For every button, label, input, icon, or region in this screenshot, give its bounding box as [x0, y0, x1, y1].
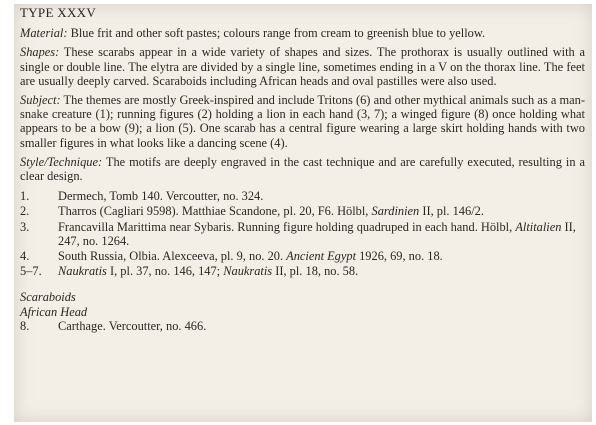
catalogue-entry: [20, 204, 585, 218]
style-technique-text: The motifs are deeply engraved in the cast technique and are carefully executed, resulting in a clear design.: [20, 154, 585, 184]
african-head-subheading: African Head: [20, 304, 88, 319]
catalogue-entry: [20, 264, 585, 278]
subject-text: The themes are mostly Greek-inspired and include Tritons (6) and other mythical animals such as a man-snake creature (1); running figures (2) holding a lion in each hand (3, 7); a winged figure (8) once holding what appears to be a bow (9); a lion (5). One scarab has a central figure wearing a large skirt holding hands with two smaller figures in what looks like a dancing scene (4).: [20, 93, 585, 150]
entry-number: 2.: [20, 204, 30, 219]
entry-text: South Russia, Olbia. Alexceeva, pl. 9, no. 20. Ancient Egypt 1926, 69, no. 18.: [58, 249, 443, 264]
scaraboids-subheading: Scaraboids: [20, 290, 76, 305]
entry-text: Naukratis I, pl. 37, no. 146, 147; Naukratis II, pl. 18, no. 58.: [58, 264, 359, 279]
style-technique-label: Style/Technique:: [20, 154, 103, 169]
entry-number: 8.: [20, 318, 30, 333]
catalogue-entry: [20, 189, 585, 203]
document-text: [20, 6, 585, 334]
catalogue-entry: [20, 249, 585, 263]
subject-paragraph: [20, 93, 585, 150]
material-paragraph: [20, 26, 585, 40]
entry-number: 1.: [20, 189, 30, 204]
scaraboid-list: [20, 319, 585, 333]
shapes-paragraph: [20, 45, 585, 88]
material-text: Blue frit and other soft pastes; colours range from cream to greenish blue to yellow.: [67, 26, 486, 41]
catalogue-list: [20, 189, 585, 278]
catalogue-entry: [20, 220, 585, 248]
type-heading: TYPE XXXV: [20, 5, 97, 20]
entry-number: 5–7.: [20, 264, 42, 279]
entry-number: 3.: [20, 219, 30, 234]
entry-number: 4.: [20, 249, 30, 264]
entry-text: Carthage. Vercoutter, no. 466.: [58, 318, 207, 333]
entry-text: Francavilla Marittima near Sybaris. Running figure holding quadruped in each hand. Hölbl, Altitalien II, 247, no. 1264.: [58, 219, 576, 248]
shapes-text: These scarabs appear in a wide variety of shapes and sizes. The prothorax is usually outlined with a single or double line. The elytra are divided by a single line, sometimes ending in a V on the thorax line. The feet are usually deeply carved. Scaraboids including African heads and oval pastilles were also used.: [20, 45, 585, 88]
shapes-label: Shapes:: [20, 45, 60, 60]
entry-text: Tharros (Cagliari 9598). Matthiae Scandone, pl. 20, F6. Hölbl, Sardinien II, pl. 146/2.: [58, 204, 484, 219]
material-label: Material:: [20, 26, 68, 41]
catalogue-entry: [20, 319, 585, 333]
style-technique-paragraph: [20, 155, 585, 183]
subject-label: Subject:: [20, 93, 61, 108]
entry-text: Dermech, Tomb 140. Vercoutter, no. 324.: [58, 189, 264, 204]
